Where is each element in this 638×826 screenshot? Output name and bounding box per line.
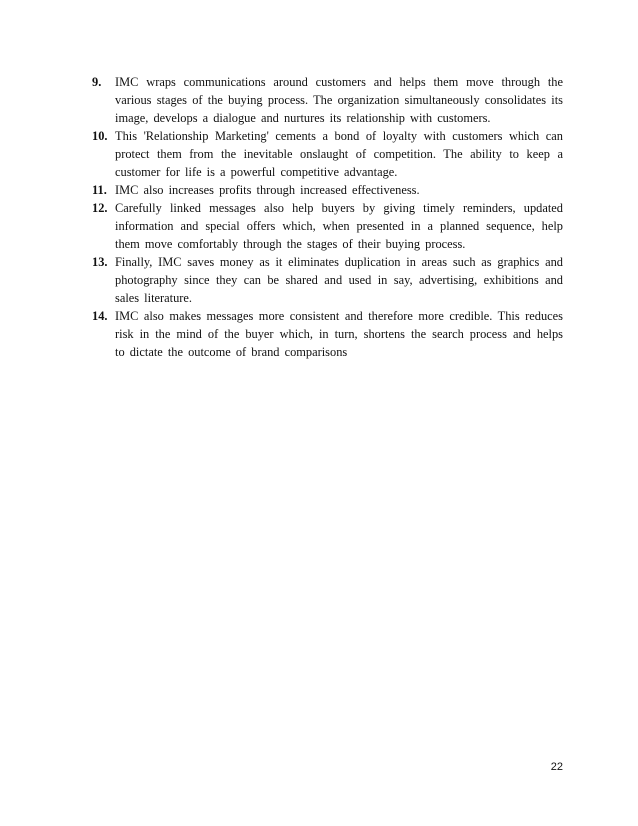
list-item-text: IMC also increases profits through increased effectiveness.: [115, 183, 420, 197]
page-number: 22: [550, 761, 563, 773]
list-item-text: Carefully linked messages also help buyers by giving timely reminders, updated information and special offers which, when presented in a planned sequence, help them move comfortably through the stages of their buying process.: [115, 201, 563, 251]
list-item-14: [92, 307, 563, 361]
list-item-number: 12.: [92, 201, 108, 215]
list-item-number: 10.: [92, 129, 108, 143]
list-item-12: [92, 199, 563, 253]
list-item-number: 13.: [92, 255, 108, 269]
list-item-9: [92, 73, 563, 127]
list-item-13: [92, 253, 563, 307]
list-item-number: 9.: [92, 75, 102, 89]
numbered-list: [92, 73, 563, 361]
list-item-text: This 'Relationship Marketing' cements a bond of loyalty with customers which can protect them from the inevitable onslaught of competition. The ability to keep a customer for life is a powerful competitive advantage.: [115, 129, 563, 179]
list-item-number: 14.: [92, 309, 108, 323]
list-item-10: [92, 127, 563, 181]
list-item-text: IMC also makes messages more consistent and therefore more credible. This reduces risk in the mind of the buyer which, in turn, shortens the search process and helps to dictate the outcome of brand comparisons: [115, 309, 563, 359]
list-item-text: Finally, IMC saves money as it eliminates duplication in areas such as graphics and photography since they can be shared and used in say, advertising, exhibitions and sales literature.: [115, 255, 563, 305]
list-item-number: 11.: [92, 183, 107, 197]
list-item-11: [92, 181, 563, 199]
list-item-text: IMC wraps communications around customers and helps them move through the various stages of the buying process. The organization simultaneously consolidates its image, develops a dialogue and nurtures its relationship with customers.: [115, 75, 563, 125]
